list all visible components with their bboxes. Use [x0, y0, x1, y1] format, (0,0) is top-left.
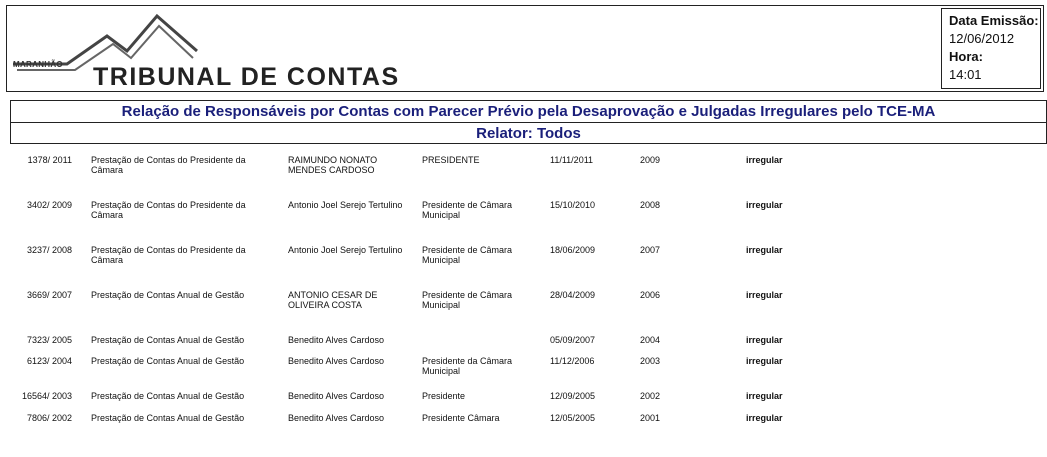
status-text: irregular — [746, 391, 783, 401]
process-description: Prestação de Contas do Presidente da Câmara — [91, 155, 246, 175]
status-text: irregular — [746, 290, 783, 300]
responsible-name: RAIMUNDO NONATO MENDES CARDOSO — [288, 155, 378, 175]
responsible-role: Presidente de Câmara Municipal — [422, 245, 513, 265]
process-number: 7806/ 2002 — [26, 413, 72, 423]
process-description: Prestação de Contas Anual de Gestão — [91, 356, 245, 366]
judgment-date: 15/10/2010 — [550, 200, 596, 210]
fiscal-year: 2004 — [640, 335, 661, 345]
report-title-box — [10, 100, 1047, 144]
process-description: Prestação de Contas Anual de Gestão — [91, 335, 245, 345]
judgment-date: 11/12/2006 — [550, 356, 595, 366]
process-description: Prestação de Contas do Presidente da Câmara — [91, 245, 246, 265]
responsible-role: Presidente de Câmara Municipal — [422, 200, 513, 220]
responsible-name: Antonio Joel Serejo Tertulino — [288, 245, 403, 255]
tribunal-logo — [7, 6, 447, 93]
responsible-name: Benedito Alves Cardoso — [288, 413, 385, 423]
status-text: irregular — [746, 356, 783, 366]
status-text: irregular — [746, 335, 783, 345]
process-description: Prestação de Contas do Presidente da Câmara — [91, 200, 246, 220]
fiscal-year: 2002 — [640, 391, 661, 401]
fiscal-year: 2009 — [640, 155, 661, 165]
fiscal-year: 2008 — [640, 200, 661, 210]
responsible-role: Presidente da Câmara Municipal — [422, 356, 513, 376]
process-number: 3402/ 2009 — [26, 200, 72, 210]
process-description: Prestação de Contas Anual de Gestão — [91, 391, 245, 401]
process-number: 6123/ 2004 — [26, 356, 72, 366]
process-description: Prestação de Contas Anual de Gestão — [91, 290, 245, 300]
emission-date-label: Data Emissão: — [949, 13, 1039, 28]
responsible-name: Benedito Alves Cardoso — [288, 391, 385, 401]
responsible-name: ANTONIO CESAR DE OLIVEIRA COSTA — [288, 290, 378, 310]
responsible-role: Presidente de Câmara Municipal — [422, 290, 513, 310]
logo-state-text: MARANHÃO — [13, 60, 63, 69]
emission-time-label: Hora: — [949, 49, 983, 64]
status-text: irregular — [746, 413, 783, 423]
process-number: 1378/ 2011 — [27, 155, 72, 165]
responsible-role: Presidente Câmara — [422, 413, 500, 423]
process-number: 7323/ 2005 — [26, 335, 72, 345]
judgment-date: 11/11/2011 — [550, 155, 594, 165]
report-title: Relação de Responsáveis por Contas com Parecer Prévio pela Desaprovação e Julgadas Irregulares pelo TCE-MA — [11, 101, 1046, 123]
judgment-date: 18/06/2009 — [550, 245, 596, 255]
fiscal-year: 2006 — [640, 290, 661, 300]
status-text: irregular — [746, 155, 783, 165]
fiscal-year: 2003 — [640, 356, 661, 366]
responsible-role: Presidente — [422, 391, 466, 401]
emission-date-value: 12/06/2012 — [949, 31, 1015, 46]
report-subtitle: Relator: Todos — [476, 125, 581, 142]
process-number: 16564/ 2003 — [21, 391, 72, 401]
judgment-date: 12/05/2005 — [550, 413, 596, 423]
status-text: irregular — [746, 245, 783, 255]
process-number: 3669/ 2007 — [26, 290, 72, 300]
status-text: irregular — [746, 200, 783, 210]
responsible-name: Benedito Alves Cardoso — [288, 335, 385, 345]
fiscal-year: 2007 — [640, 245, 661, 255]
judgment-date: 05/09/2007 — [550, 335, 596, 345]
fiscal-year: 2001 — [640, 413, 661, 423]
process-number: 3237/ 2008 — [26, 245, 72, 255]
emission-time-value: 14:01 — [949, 67, 982, 82]
logo-name-text: TRIBUNAL DE CONTAS — [93, 63, 400, 91]
judgment-date: 28/04/2009 — [550, 290, 596, 300]
report-header — [6, 5, 1044, 92]
responsible-name: Benedito Alves Cardoso — [288, 356, 385, 366]
process-description: Prestação de Contas Anual de Gestão — [91, 413, 245, 423]
responsible-name: Antonio Joel Serejo Tertulino — [288, 200, 403, 210]
judgment-date: 12/09/2005 — [550, 391, 596, 401]
responsible-role: PRESIDENTE — [422, 155, 480, 165]
emission-info — [941, 8, 1041, 89]
